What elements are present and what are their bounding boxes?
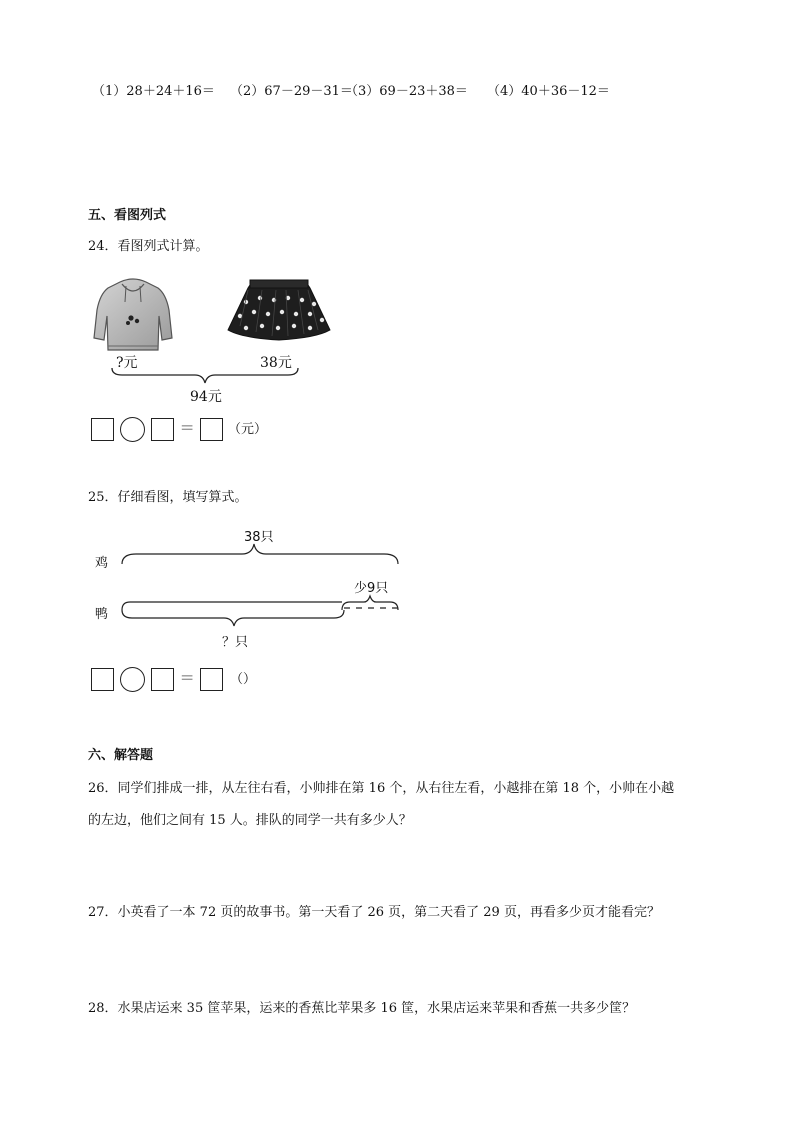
answer-box-2[interactable]	[151, 418, 174, 441]
answer-box-1[interactable]	[91, 668, 114, 691]
section-title-6: 六、解答题	[88, 748, 154, 763]
answer-box-2[interactable]	[151, 668, 174, 691]
q25-line-diagram	[118, 540, 404, 632]
q25-unit: （）	[230, 672, 257, 687]
operator-circle[interactable]	[120, 417, 145, 442]
equals-sign: =	[180, 668, 195, 688]
q24-unknown-label: ?元	[116, 355, 138, 371]
answer-box-result[interactable]	[200, 418, 223, 441]
q24-figure	[86, 268, 346, 408]
q24-skirt-price-label: 38元	[260, 355, 292, 371]
q25-duck-label: 鸭	[95, 607, 109, 622]
q25-total-label: 38只	[244, 530, 274, 545]
skirt-image	[226, 278, 332, 342]
q26-text-line2: 的左边，他们之间有 15 人。排队的同学一共有多少人？	[88, 813, 412, 828]
q24-brace	[110, 366, 300, 386]
calc-item-1: （1）28＋24＋16＝	[92, 84, 215, 99]
calc-item-3: （3）69－23＋38＝	[345, 84, 468, 99]
q25-chicken-label: 鸡	[95, 556, 109, 571]
q28-text: 28．水果店运来 35 筐苹果，运来的香蕉比苹果多 16 筐，水果店运来苹果和香蕉一共多少筐？	[88, 1001, 636, 1016]
q25-prompt: 25．仔细看图，填写算式。	[88, 490, 248, 505]
q24-total-label: 94元	[190, 389, 222, 405]
calc-item-4: （4）40＋36－12＝	[487, 84, 610, 99]
sweater-image	[92, 276, 174, 354]
equals-sign: =	[180, 418, 195, 438]
calc-item-2: （2）67－29－31＝	[230, 84, 353, 99]
q27-text: 27．小英看了一本 72 页的故事书。第一天看了 26 页，第二天看了 29 页，再看多少页才能看完？	[88, 905, 660, 920]
operator-circle[interactable]	[120, 667, 145, 692]
answer-box-result[interactable]	[200, 668, 223, 691]
q24-prompt: 24．看图列式计算。	[88, 239, 209, 254]
answer-box-1[interactable]	[91, 418, 114, 441]
q25-unknown-label: ？只	[222, 635, 249, 650]
q26-text-line1: 26．同学们排成一排，从左往右看，小帅排在第 16 个，从右往左看，小越排在第 18 个，小帅在小越	[88, 781, 675, 796]
q24-unit: （元）	[228, 422, 268, 437]
q25-less-label: 少9只	[354, 581, 389, 596]
section-title-5: 五、看图列式	[88, 208, 167, 223]
